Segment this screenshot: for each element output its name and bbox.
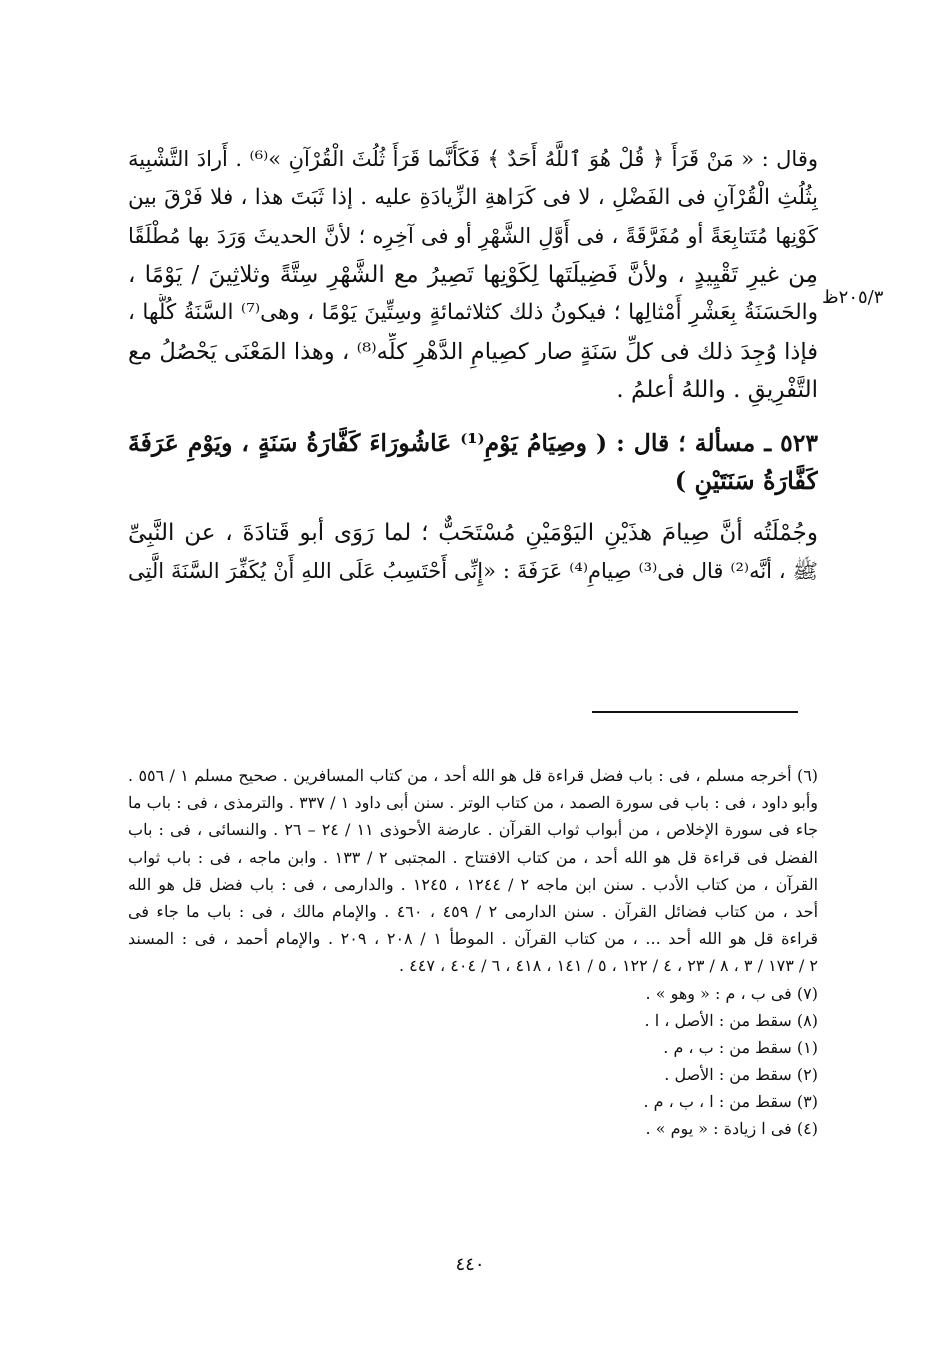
text-line: مِن غيرِ تَقْيِيدٍ ، ولأنَّ فَضِيلَتَها لِكَوْنِها تَصِيرُ مع الشَّهْرِ سِتَّةً وثلاثِينَ / يَوْمًا ، [128,261,818,288]
paragraph-sixth-day-fast [128,140,818,410]
text-line: بِثُلُثِ الْقُرْآنِ فى الفَضْلِ ، لا فى كَرَاهةِ الزِّيادَةِ عليه . إذا ثَبَتَ هذا ، فلا فَرْقَ بين [128,184,818,210]
footnote-line: قراءة قل هو الله أحد ... ، من كتاب القرآن . الموطأ ١ / ٢٠٨ ، ٢٠٩ . والإمام أحمد ، فى : المسند [128,929,818,949]
footnote-line: (٢) سقط من : الأصل . [664,1065,818,1085]
footnote-line: القرآن ، من كتاب الأدب . سنن ابن ماجه ٢ / ١٢٤٤ ، ١٢٤٥ . والدارمى ، فى : باب فضل قل هو الله [128,874,818,894]
footnote-line: جاء فى سورة الإخلاص ، من أبواب ثواب القرآن . عارضة الأحوذى ١١ / ٢٤ – ٢٦ . والنسائى ، فى : باب [128,820,818,840]
text-line: كَوْنِها مُتَتابِعَةً أو مُفَرَّقَةً ، فى أَوَّلِ الشَّهْرِ أو فى آخِرِه ؛ لأنَّ الحديثَ وَرَدَ بها مُطْلَقًا [128,224,818,248]
page-number: ٤٤٠ [455,1254,485,1275]
text-line: ﷺ ، أنَّه⁽²⁾ قال فى⁽³⁾ صِيامِ⁽⁴⁾ عَرَفَةَ : «إِنِّى أَحْتَسِبُ عَلَى اللهِ أَنْ يُكَفِّرَ السَّنَةَ الَّتِى [128,559,818,583]
folio-reference: ٢٠٥/٣ظ [822,287,884,308]
footnote-line: الفضل فى قراءة قل هو الله أحد ، من كتاب الافتتاح . المجتبى ٢ / ١٣٣ . وابن ماجه ، فى : باب ثواب [128,847,818,867]
main-text [128,140,818,591]
footnote-line: (٨) سقط من : الأصل ، ا . [644,1010,818,1030]
footnotes [128,762,818,1143]
footnote-line: وأبو داود ، فى : باب فى سورة الصمد ، من كتاب الوتر . سنن أبى داود ١ / ٣٣٧ . والترمذى ، فى : باب ما [128,793,818,813]
footnote-separator [592,711,798,713]
heading-line: كَفَّارَةُ سَنَتَيْنِ ) [674,465,818,495]
issue-heading [128,424,818,500]
text-line: فإذا وُجِدَ ذلك فى كلِّ سَنَةٍ صار كصِيامِ الدَّهْرِ كلِّه⁽⁸⁾ ، وهذا المَعْنَى يَحْصُلُ مع [128,338,818,365]
footnote-line: (٧) فى ب ، م : « وهو » . [645,983,818,1003]
text-line: والحَسَنَةُ بِعَشْرِ أَمْثالِها ؛ فيكونُ ذلك كثلاثمائةٍ وسِتِّينَ يَوْمًا ، وهى⁽⁷⁾ السَّنَةُ كُلُّها ، [128,300,818,325]
footnote-line: أحد ، من كتاب فضائل القرآن . سنن الدارمى ٢ / ٤٥٩ ، ٤٦٠ . والإمام مالك ، فى : باب ما جاء فى [128,901,818,921]
text-line: وجُمْلَتُه أنَّ صِيامَ هذَيْنِ اليَوْمَيْنِ مُسْتَحَبٌّ ؛ لما رَوَى أبو قَتادَةَ ، عن النَّبِىِّ [128,519,818,546]
footnote-line: ٢ / ١٧٣ / ٣ ، ٨ / ٢٣ ، ٤ / ١٢٢ ، ٥ / ١٤١ ، ٤١٨ ، ٦ / ٤٠٤ ، ٤٤٧ . [398,956,818,976]
text-line: التَّفْرِيقِ . واللهُ أعلمُ . [616,377,818,403]
footnote-line: (٦) أخرجه مسلم ، فى : باب فضل قراءة قل هو الله أحد ، من كتاب المسافرين . صحيح مسلم ١ / ٥٥٦ . [128,766,818,785]
footnote-line: (٣) سقط من : ا ، ب ، م . [643,1092,818,1112]
text-line: وقال : « مَنْ قَرَأَ ﴿ قُلْ هُوَ ٱللَّهُ أَحَدٌ ﴾ فَكَأَنَّما قَرَأَ ثُلُثَ الْقُرْآنِ »⁽⁶⁾ . أَرادَ التَّشْبِيهَ [128,147,818,171]
footnote-line: (٤) فى ا زيادة : « يوم » . [645,1119,818,1139]
footnote-line: (١) سقط من : ب ، م . [663,1037,818,1057]
paragraph-ashura-arafah [128,514,818,591]
heading-line: ٥٢٣ ـ مسألة ؛ قال : ( وصِيَامُ يَوْمِ⁽¹⁾ عَاشُورَاءَ كَفَّارَةُ سَنَةٍ ، ويَوْمِ عَرَفَةَ [128,428,818,457]
